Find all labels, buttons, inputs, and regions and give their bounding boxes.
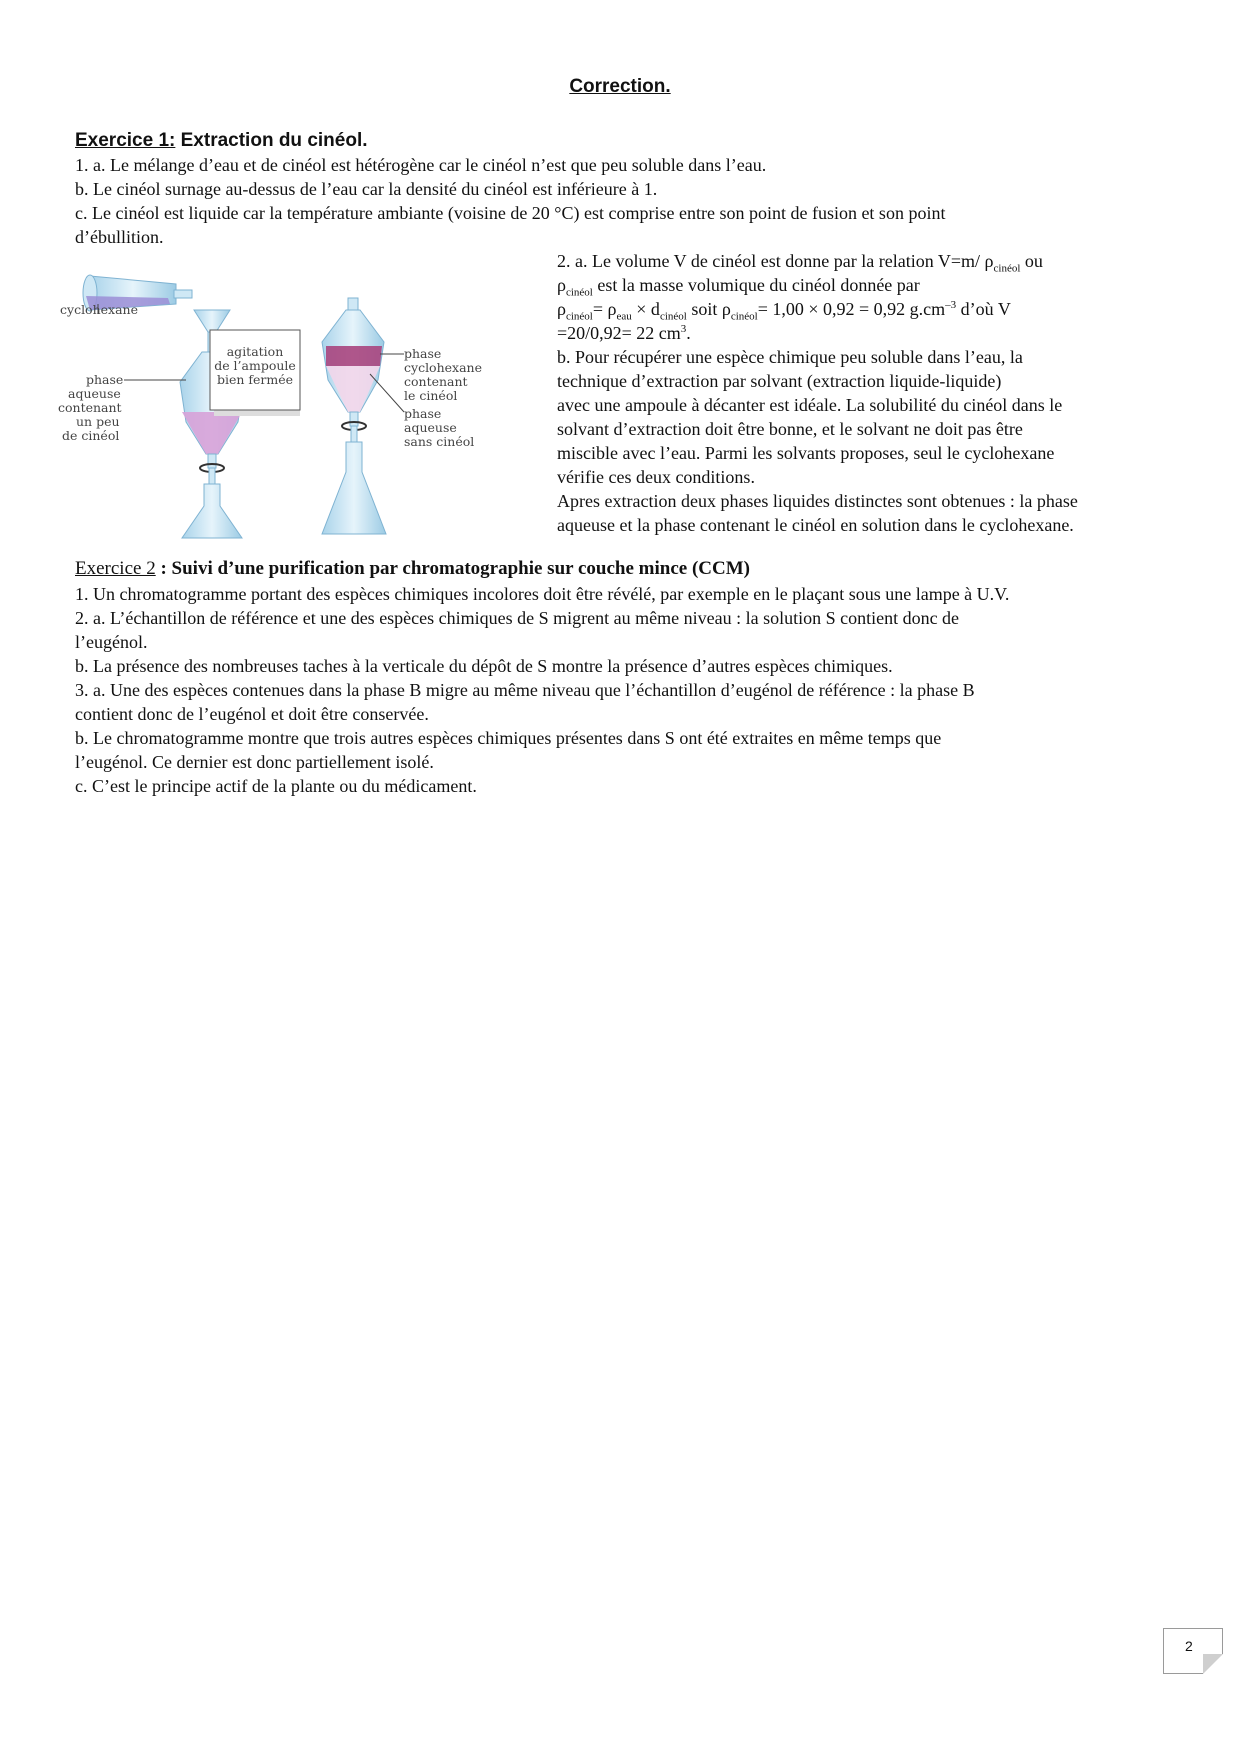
exercise-2-title: : Suivi d’une purification par chromatographie sur couche mince (CCM) xyxy=(155,558,750,579)
ex1-q2-line-3: $\rho_{cinéol}= \rho_{eau} \times d_{cinéol}$ soit $\rho_{cinéol}= 1,00 \times 0,92 = 0,92$ $g.cm^{-3}$ d’où V xyxy=(557,299,1011,323)
ex1-q2-line-1: 2. a. Le volume V de cinéol est donne par la relation V=m/ $\rho_{cinéol}$ ou xyxy=(557,251,1043,275)
ex1-q2b-line-7: Apres extraction deux phases liquides distinctes sont obtenues : la phase xyxy=(557,491,1078,511)
ex2-line-3: l’eugénol. xyxy=(75,632,148,652)
ex2-line-5: 3. a. Une des espèces contenues dans la phase B migre au même niveau que l’échantillon d’eugénol de référence : la phase B xyxy=(75,680,975,700)
ex2-line-6: contient donc de l’eugénol et doit être conservée. xyxy=(75,704,429,724)
page-number-box xyxy=(1163,1628,1223,1674)
exercise-1-label: Exercice 1: xyxy=(75,130,176,151)
extraction-figure xyxy=(58,262,538,542)
ex1-q2b-line-1: b. Pour récupérer une espèce chimique peu soluble dans l’eau, la xyxy=(557,347,1023,367)
ex2-line-1: 1. Un chromatogramme portant des espèces chimiques incolores doit être révélé, par exemple en le plaçant sous une lampe à U.V. xyxy=(75,584,1010,604)
exercise-1-title: Extraction du cinéol. xyxy=(175,130,368,151)
label-right-bottom-3: sans cinéol xyxy=(404,434,475,449)
label-left-phase-3: contenant xyxy=(58,400,122,415)
ex1-q2b-line-5: miscible avec l’eau. Parmi les solvants proposes, seul le cyclohexane xyxy=(557,443,1055,463)
label-right-top-2: cyclohexane xyxy=(404,360,482,375)
page-number: 2 xyxy=(1185,1638,1193,1654)
label-left-phase-5: de cinéol xyxy=(62,428,120,443)
ex1-q2b-line-8: aqueuse et la phase contenant le cinéol en solution dans le cyclohexane. xyxy=(557,515,1074,535)
page-title: Correction. xyxy=(569,76,671,97)
label-right-top-1: phase xyxy=(404,346,442,361)
label-left-phase-4: un peu xyxy=(76,414,120,429)
ex2-line-9: c. C’est le principe actif de la plante ou du médicament. xyxy=(75,776,477,796)
ex1-line-2: b. Le cinéol surnage au-dessus de l’eau car la densité du cinéol est inférieure à 1. xyxy=(75,179,658,199)
ex1-q2-line-4: =20/0,92= 22 $cm^3$. xyxy=(557,323,691,343)
label-right-bottom-2: aqueuse xyxy=(404,420,457,435)
right-apparatus xyxy=(322,298,404,534)
ex1-q2b-line-3: avec une ampoule à décanter est idéale. La solubilité du cinéol dans le xyxy=(557,395,1063,415)
ex1-line-4: d’ébullition. xyxy=(75,227,164,247)
label-left-phase-2: aqueuse xyxy=(68,386,121,401)
ex2-line-7: b. Le chromatogramme montre que trois autres espèces chimiques présentes dans S ont été extraites en même temps que xyxy=(75,728,942,748)
ex1-line-1: 1. a. Le mélange d’eau et de cinéol est hétérogène car le cinéol n’est que peu soluble dans l’eau. xyxy=(75,155,767,175)
erlenmeyer-icon xyxy=(182,484,242,538)
ex1-q2b-line-4: solvant d’extraction doit être bonne, et le solvant ne doit pas être xyxy=(557,419,1023,439)
erlenmeyer-right-icon xyxy=(322,442,386,534)
ex2-line-8: l’eugénol. Ce dernier est donc partiellement isolé. xyxy=(75,752,434,772)
ex2-line-4: b. La présence des nombreuses taches à la verticale du dépôt de S montre la présence d’autres espèces chimiques. xyxy=(75,656,893,676)
label-cyclohexane: cyclohexane xyxy=(60,302,138,317)
label-agitation-3: bien fermée xyxy=(216,372,294,387)
ex1-q2-line-2: $\rho_{cinéol}$ est la masse volumique du cinéol donnée par xyxy=(557,275,920,299)
ex1-q2b-line-2: technique d’extraction par solvant (extraction liquide-liquide) xyxy=(557,371,1002,391)
ex1-q2b-line-6: vérifie ces deux conditions. xyxy=(557,467,755,487)
label-right-bottom-1: phase xyxy=(404,406,442,421)
exercise-2-label: Exercice 2 xyxy=(75,558,156,579)
label-right-top-4: le cinéol xyxy=(404,388,458,403)
funnel-icon xyxy=(194,310,230,332)
exercise-1-heading xyxy=(75,130,368,152)
exercise-2-heading xyxy=(75,558,750,580)
ex1-line-3: c. Le cinéol est liquide car la température ambiante (voisine de 20 °C) est comprise entre son point de fusion et son point xyxy=(75,203,946,223)
label-left-phase-1: phase xyxy=(86,372,124,387)
label-agitation-2: de l’ampoule xyxy=(214,358,296,373)
label-agitation-1: agitation xyxy=(226,344,284,359)
ex2-line-2: 2. a. L’échantillon de référence et une des espèces chimiques de S migrent au même niveau : la solution S contient donc de xyxy=(75,608,960,628)
label-right-top-3: contenant xyxy=(404,374,468,389)
